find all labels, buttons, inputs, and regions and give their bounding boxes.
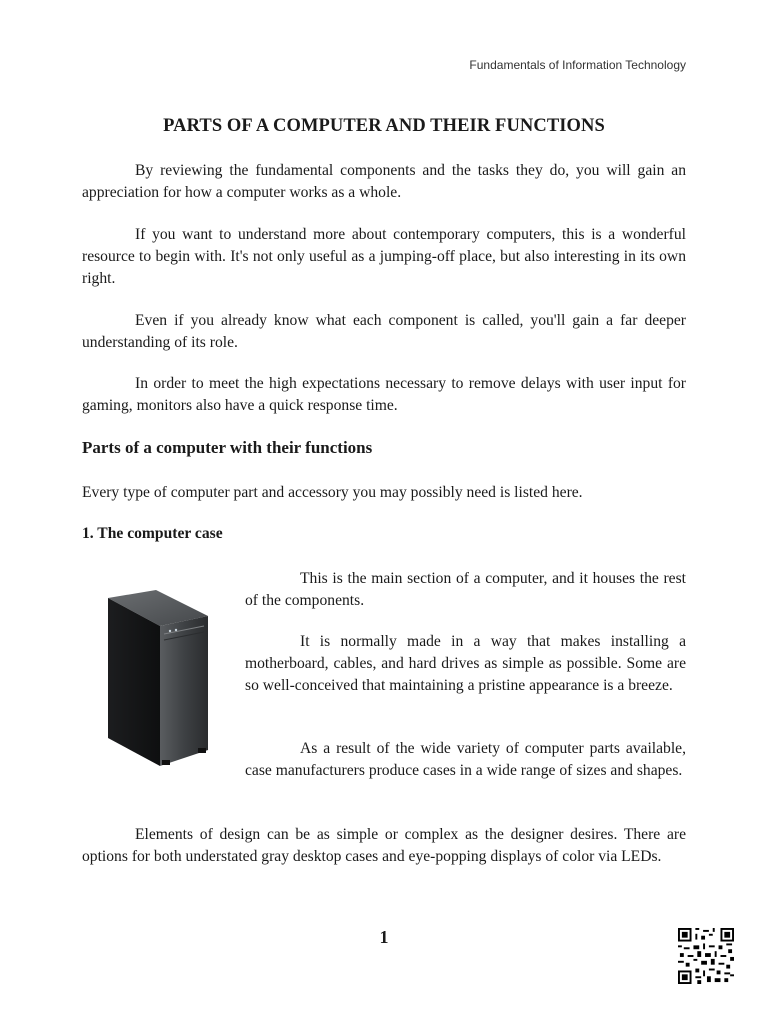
intro-paragraph-3: Even if you already know what each component is called, you'll gain a far deeper understanding of its role. [82, 312, 686, 351]
intro-paragraph-2: If you want to understand more about contemporary computers, this is a wonderful resource to begin with. It's not only useful as a jumping-off place, but also interesting in its own right. [82, 226, 686, 287]
running-header: Fundamentals of Information Technology [469, 58, 686, 72]
closing-paragraph: Elements of design can be as simple or complex as the designer desires. There are options for both understated gray desktop cases and eye-popping displays of color via LEDs. [82, 826, 686, 865]
qr-code-image [678, 928, 734, 984]
section-heading: Parts of a computer with their functions [82, 438, 373, 457]
case-paragraph-1: This is the main section of a computer, and it houses the rest of the components. [245, 570, 686, 609]
intro-paragraph-4: In order to meet the high expectations necessary to remove delays with user input for gaming, monitors also have a quick response time. [82, 375, 686, 414]
case-paragraph-3: As a result of the wide variety of computer parts available, case manufacturers produce cases in a wide range of sizes and shapes. [245, 740, 686, 779]
page-title: PARTS OF A COMPUTER AND THEIR FUNCTIONS [163, 116, 605, 136]
case-paragraph-2: It is normally made in a way that makes installing a motherboard, cables, and hard drives as simple as possible. Some are so well-conceived that maintaining a pristine appearance is a breeze. [245, 633, 686, 694]
intro-paragraph-1: By reviewing the fundamental components and the tasks they do, you will gain an appreciation for how a computer works as a whole. [82, 162, 686, 201]
page-number: 1 [379, 927, 389, 947]
section-lead-paragraph: Every type of computer part and accessory you may possibly need is listed here. [82, 484, 583, 501]
item-heading-computer-case: 1. The computer case [82, 525, 223, 542]
computer-case-image [98, 588, 216, 768]
